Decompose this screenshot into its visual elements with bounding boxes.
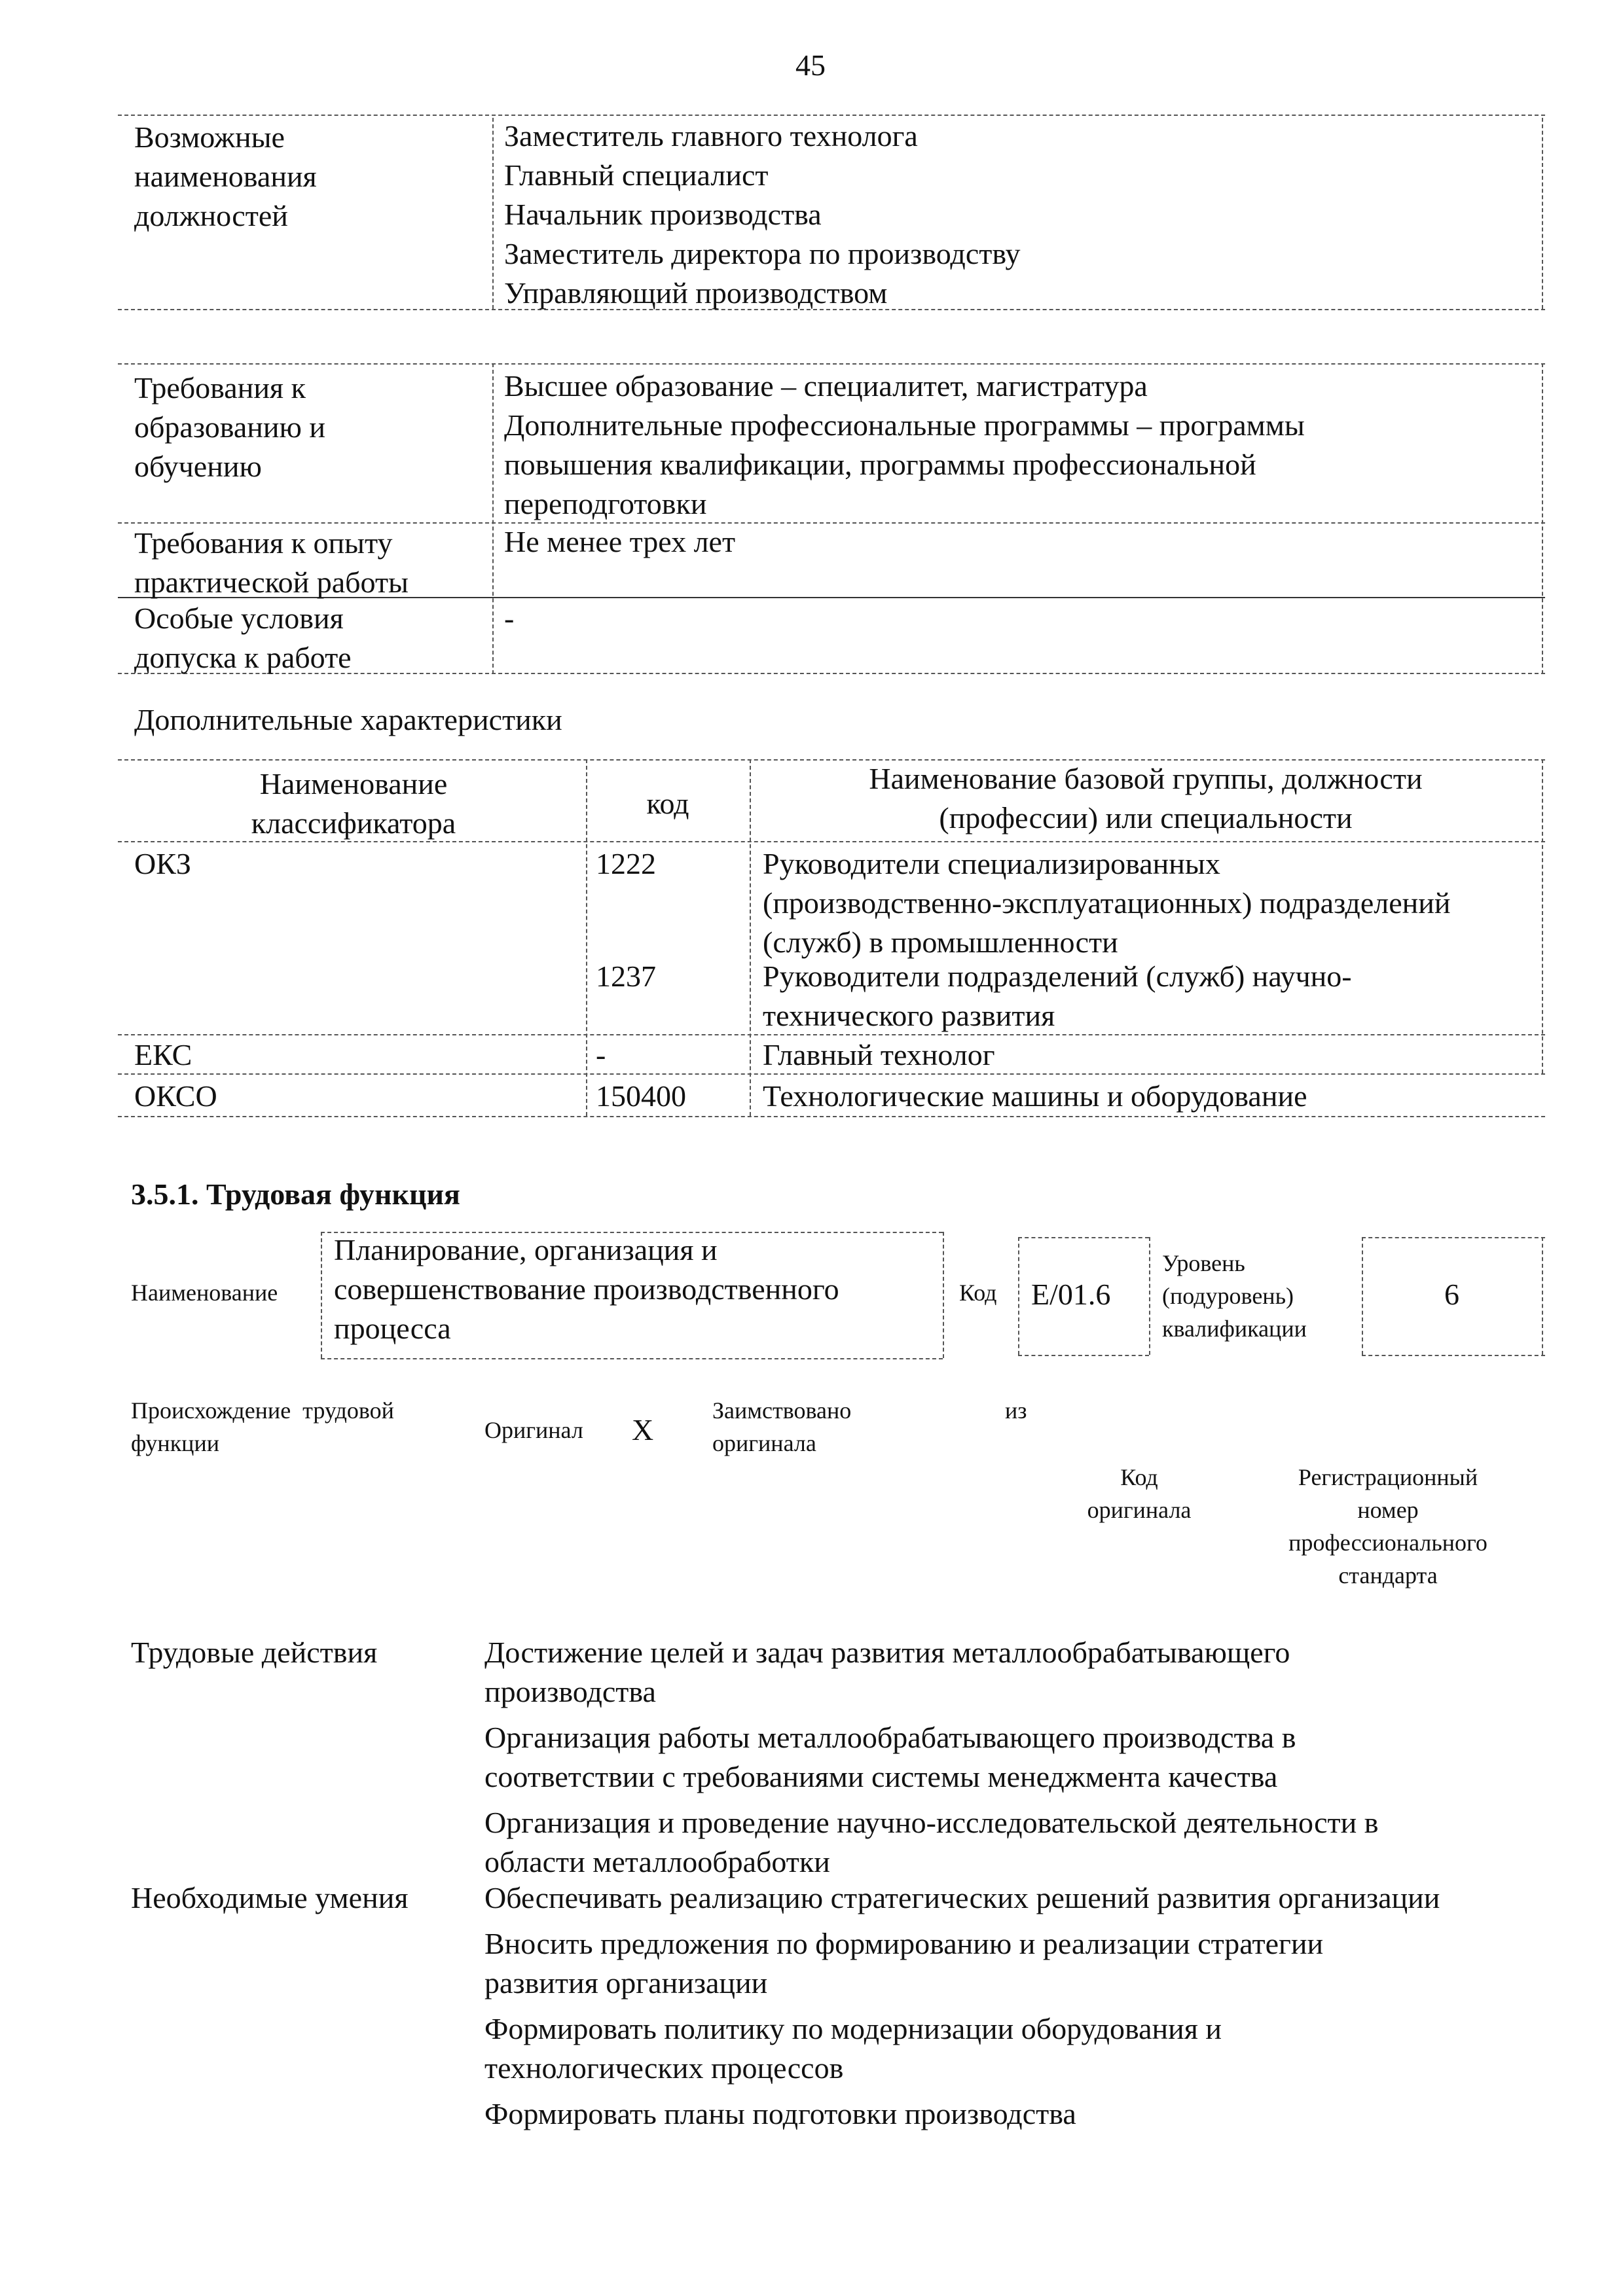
labor-action-item: Организация работы металлообрабатывающего производства в соответствии с требованиями системы менеджмента качества	[484, 1721, 1296, 1793]
conditions-value: -	[504, 601, 515, 635]
row-name: Руководители специализированных (производственно-эксплуатационных) подразделений (служб) в промышленности	[763, 847, 1451, 959]
row-code: 1222	[596, 847, 656, 880]
skill-item: Формировать планы подготовки производства	[484, 2097, 1076, 2130]
row-name: Главный технолог	[763, 1038, 995, 1071]
row-classifier: ЕКС	[134, 1038, 192, 1071]
position-item: Главный специалист	[504, 158, 769, 192]
header-code: код	[646, 787, 689, 820]
origin-label: Происхождение трудовой функции	[131, 1397, 394, 1456]
qualification-level-value: 6	[1444, 1278, 1459, 1311]
row-name: Технологические машины и оборудование	[763, 1079, 1307, 1113]
function-name-value: Планирование, организация и совершенствование производственного процесса	[334, 1233, 839, 1345]
position-item: Заместитель главного технолога	[504, 119, 918, 152]
borrowed-label: Заимствовано оригинала	[712, 1397, 852, 1456]
experience-label: Требования к опыту практической работы	[134, 526, 409, 599]
row-classifier: ОКСО	[134, 1079, 217, 1113]
labor-action-item: Организация и проведение научно-исследовательской деятельности в области металлообработки	[484, 1806, 1379, 1878]
education-label: Требования к образованию и обучению	[134, 371, 325, 483]
function-heading: 3.5.1. Трудовая функция	[131, 1177, 460, 1211]
position-item: Заместитель директора по производству	[504, 237, 1021, 270]
labor-actions-label: Трудовые действия	[131, 1636, 378, 1669]
row-code: 1237	[596, 960, 656, 993]
position-item: Начальник производства	[504, 198, 822, 231]
skills-label: Необходимые умения	[131, 1881, 409, 1914]
row-name: Руководители подразделений (служб) научно- технического развития	[763, 960, 1352, 1032]
position-item: Управляющий производством	[504, 276, 888, 310]
positions-list	[504, 117, 1021, 313]
positions-label: Возможные наименования должностей	[134, 120, 317, 232]
row-code: -	[596, 1038, 606, 1071]
skill-item: Обеспечивать реализацию стратегических решений развития организации	[484, 1881, 1440, 1914]
original-mark: X	[632, 1413, 654, 1446]
labor-action-item: Достижение целей и задач развития металлообрабатывающего производства	[484, 1636, 1290, 1708]
header-name: Наименование базовой группы, должности (профессии) или специальности	[869, 762, 1423, 834]
additional-heading: Дополнительные характеристики	[134, 703, 562, 736]
row-code: 150400	[596, 1079, 686, 1113]
function-name-label: Наименование	[131, 1280, 278, 1306]
function-code-value: E/01.6	[1031, 1278, 1111, 1311]
code-original-label: Код оригинала	[1087, 1464, 1192, 1523]
row-classifier: ОКЗ	[134, 847, 191, 880]
conditions-label: Особые условия допуска к работе	[134, 601, 352, 674]
skill-item: Формировать политику по модернизации оборудования и технологических процессов	[484, 2012, 1222, 2085]
original-label: Оригинал	[484, 1417, 583, 1443]
from-label: из	[1005, 1397, 1027, 1424]
education-value: Высшее образование – специалитет, магистратура Дополнительные профессиональные программы – программы повышения квалификации, программы профессиональной переподготовки	[504, 369, 1305, 520]
skill-item: Вносить предложения по формированию и реализации стратегии развития организации	[484, 1927, 1324, 2000]
reg-number-label: Регистрационный номер профессионального стандарта	[1288, 1464, 1487, 1588]
function-code-label: Код	[959, 1280, 997, 1306]
page-number: 45	[795, 48, 826, 82]
header-classifier: Наименование классификатора	[251, 767, 456, 840]
experience-value: Не менее трех лет	[504, 525, 736, 558]
qualification-level-label: Уровень (подуровень) квалификации	[1162, 1250, 1307, 1342]
